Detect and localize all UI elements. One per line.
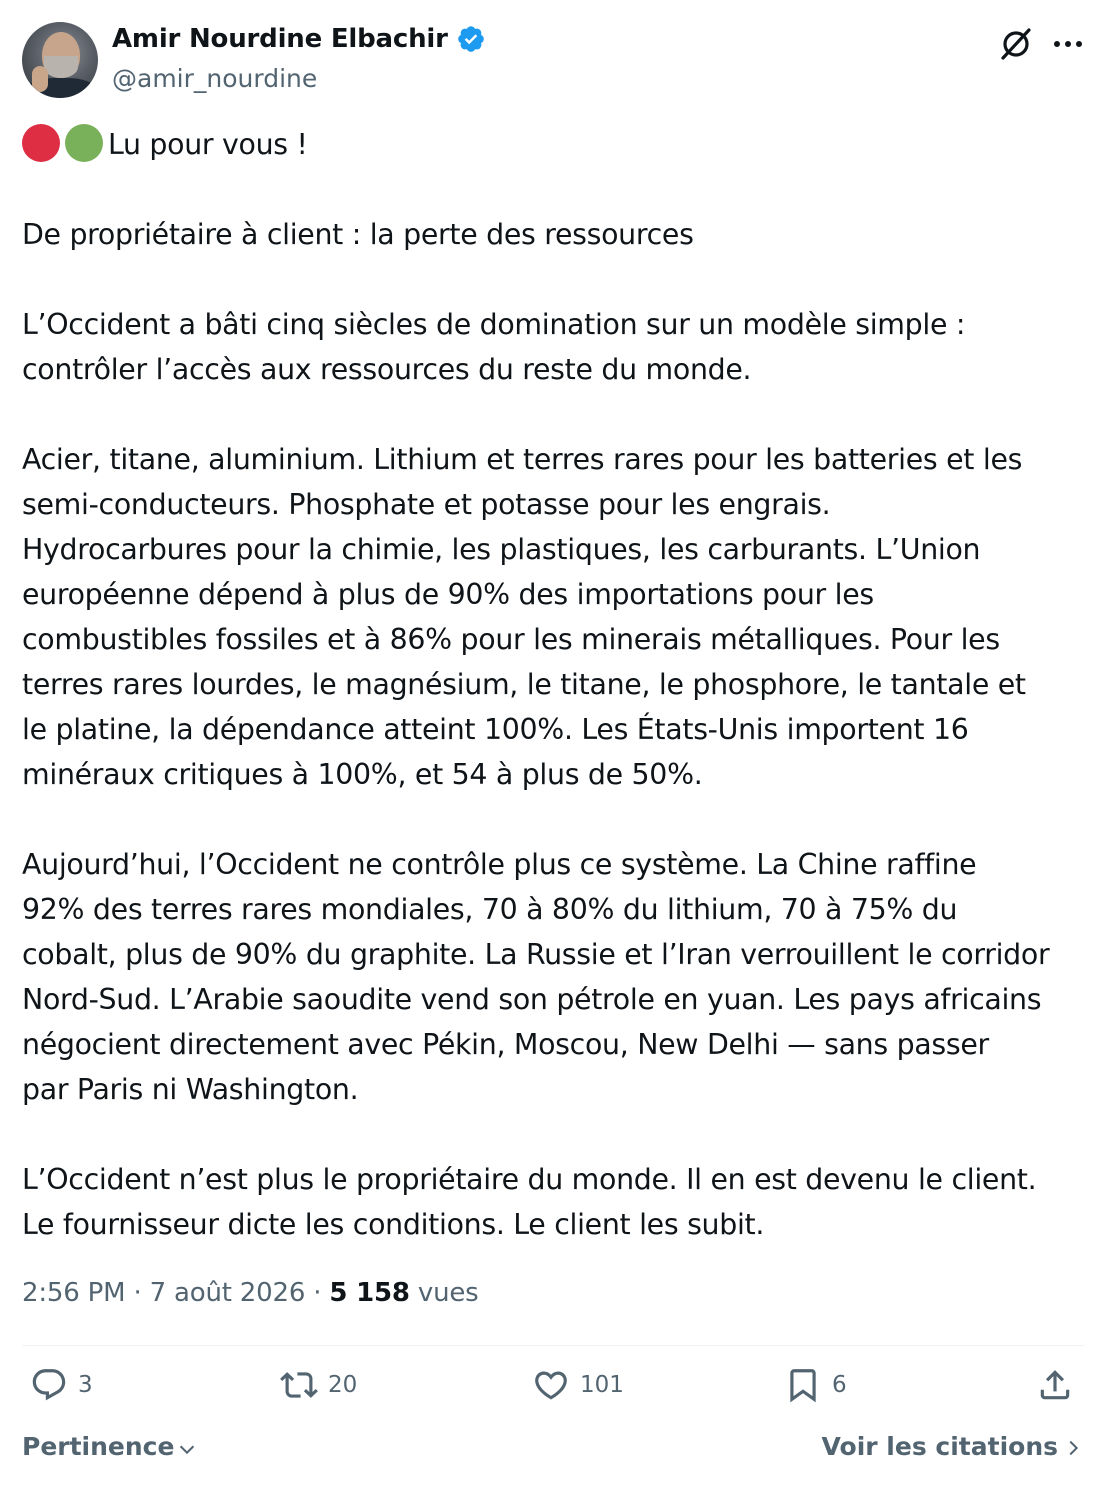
quotes-label: Voir les citations	[821, 1432, 1058, 1461]
repost-count: 20	[328, 1372, 358, 1398]
bookmark-button[interactable]	[784, 1366, 847, 1404]
tweet-header	[22, 22, 1084, 100]
tweet-line: L’Occident a bâti cinq siècles de domination sur un modèle simple :	[22, 308, 966, 341]
like-icon	[532, 1366, 570, 1404]
avatar[interactable]	[22, 22, 98, 98]
red-circle-emoji	[22, 124, 60, 162]
share-button[interactable]	[1036, 1366, 1074, 1404]
repost-button[interactable]	[280, 1366, 357, 1404]
bookmark-count: 6	[832, 1372, 847, 1398]
views-count: 5 158	[329, 1278, 410, 1308]
tweet-line: Nord-Sud. L’Arabie saoudite vend son pétrole en yuan. Les pays africains	[22, 983, 1042, 1016]
tweet-intro: Lu pour vous !	[108, 128, 308, 161]
bookmark-icon	[784, 1366, 822, 1404]
tweet-line: Aujourd’hui, l’Occident ne contrôle plus ce système. La Chine raffine	[22, 848, 977, 881]
repost-icon	[280, 1366, 318, 1404]
tweet-line: 92% des terres rares mondiales, 70 à 80% du lithium, 70 à 75% du	[22, 893, 958, 926]
tweet-line: Acier, titane, aluminium. Lithium et terres rares pour les batteries et les	[22, 443, 1023, 476]
tweet-paragraph-title: De propriétaire à client : la perte des ressources	[22, 218, 694, 251]
tweet-time[interactable]: 2:56 PM	[22, 1278, 126, 1308]
views-label: vues	[417, 1278, 479, 1308]
chevron-right-icon	[1062, 1437, 1084, 1459]
meta-separator: ·	[133, 1278, 142, 1308]
like-count: 101	[580, 1372, 624, 1398]
more-icon[interactable]	[1054, 26, 1082, 62]
tweet-intro-line	[22, 122, 1092, 167]
share-icon	[1036, 1366, 1074, 1404]
chevron-down-icon	[176, 1438, 198, 1460]
tweet-text	[22, 122, 1092, 1247]
verified-badge-icon	[456, 24, 486, 54]
author-name[interactable]: Amir Nourdine Elbachir	[112, 24, 448, 54]
tweet-line: L’Occident n’est plus le propriétaire du monde. Il en est devenu le client.	[22, 1163, 1037, 1196]
grok-icon[interactable]	[998, 26, 1034, 62]
tweet-line: contrôler l’accès aux ressources du reste du monde.	[22, 353, 752, 386]
tweet-line: terres rares lourdes, le magnésium, le titane, le phosphore, le tantale et	[22, 668, 1026, 701]
divider	[22, 1345, 1084, 1346]
reply-button[interactable]	[30, 1366, 93, 1404]
sort-dropdown[interactable]	[22, 1432, 198, 1461]
replies-footer	[22, 1432, 1084, 1472]
tweet-line: minéraux critiques à 100%, et 54 à plus de 50%.	[22, 758, 703, 791]
tweet-line: par Paris ni Washington.	[22, 1073, 359, 1106]
like-button[interactable]	[532, 1366, 624, 1404]
tweet-meta	[22, 1278, 479, 1308]
author-name-row	[112, 24, 486, 54]
view-quotes-link[interactable]	[822, 1432, 1084, 1461]
meta-separator: ·	[313, 1278, 322, 1308]
action-bar	[22, 1366, 1084, 1420]
reply-icon	[30, 1366, 68, 1404]
tweet-date[interactable]: 7 août 2026	[149, 1278, 306, 1308]
reply-count: 3	[78, 1372, 93, 1398]
green-circle-emoji	[65, 124, 103, 162]
tweet-line: le platine, la dépendance atteint 100%. Les États-Unis importent 16	[22, 713, 969, 746]
tweet-line: Le fournisseur dicte les conditions. Le client les subit.	[22, 1208, 765, 1241]
author-handle[interactable]: @amir_nourdine	[112, 64, 318, 93]
tweet-line: semi-conducteurs. Phosphate et potasse pour les engrais.	[22, 488, 831, 521]
tweet-line: négocient directement avec Pékin, Moscou, New Delhi — sans passer	[22, 1028, 989, 1061]
tweet-line: combustibles fossiles et à 86% pour les minerais métalliques. Pour les	[22, 623, 1000, 656]
tweet-line: Hydrocarbures pour la chimie, les plastiques, les carburants. L’Union	[22, 533, 981, 566]
tweet-line: cobalt, plus de 90% du graphite. La Russie et l’Iran verrouillent le corridor	[22, 938, 1050, 971]
tweet-line: européenne dépend à plus de 90% des importations pour les	[22, 578, 874, 611]
sort-label: Pertinence	[22, 1432, 175, 1461]
